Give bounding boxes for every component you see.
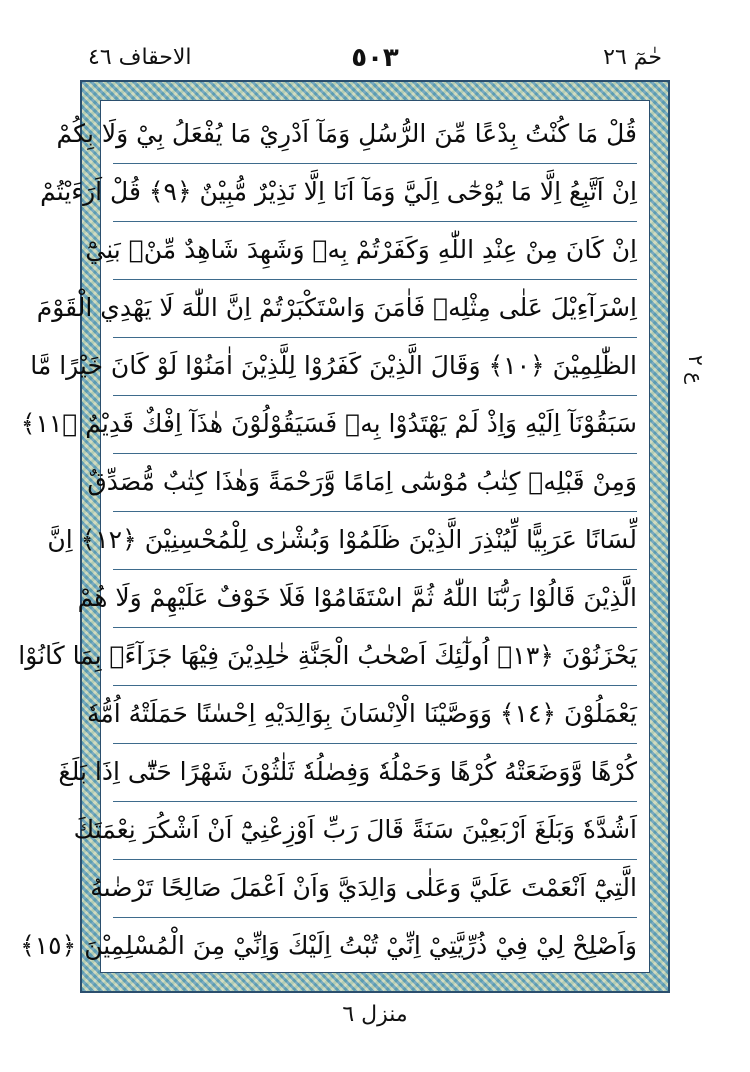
page-header [80, 36, 670, 80]
verse-line-4: اِسْرَآءِيْلَ عَلٰى مِثْلِهٖ فَاٰمَنَ وَاسْتَكْبَرْتُمْ اِنَّ اللّٰهَ لَا يَهْدِي الْقَوْمَ [113, 279, 637, 338]
surah-label: الاحقاف ٤٦ [88, 45, 192, 70]
verse-line-3: اِنْ كَانَ مِنْ عِنْدِ اللّٰهِ وَكَفَرْتُمْ بِهٖ وَشَهِدَ شَاهِدٌ مِّنْۢ بَنِيْٓ [113, 221, 637, 280]
page-number: ٥٠٣ [351, 43, 399, 73]
verse-line-10: يَحْزَنُوْنَ ﴿١٣﴾ اُولٰٓئِكَ اَصْحٰبُ الْجَنَّةِ خٰلِدِيْنَ فِيْهَا جَزَآءًۢ بِمَا كَانُوْا [113, 627, 637, 686]
verse-line-8: لِّسَانًا عَرَبِيًّا لِّيُنْذِرَ الَّذِيْنَ ظَلَمُوْا وَبُشْرٰى لِلْمُحْسِنِيْنَ ﴿١٢﴾ اِنَّ [113, 511, 637, 570]
verse-line-7: وَمِنْ قَبْلِهٖ كِتٰبُ مُوْسٰٓى اِمَامًا وَّرَحْمَةً وَهٰذَا كِتٰبٌ مُّصَدِّقٌ [113, 453, 637, 512]
verse-line-6: سَبَقُوْنَآ اِلَيْهِ وَاِذْ لَمْ يَهْتَدُوْا بِهٖ فَسَيَقُوْلُوْنَ هٰذَآ اِفْكٌ قَدِيْمٌ ﴿١١﴾ [113, 395, 637, 454]
verse-line-9: الَّذِيْنَ قَالُوْا رَبُّنَا اللّٰهُ ثُمَّ اسْتَقَامُوْا فَلَا خَوْفٌ عَلَيْهِمْ وَلَا هُمْ [113, 569, 637, 628]
ruku-marker: ع ٢ [684, 355, 708, 385]
ornamental-border [18, 80, 670, 993]
verse-line-15: وَاَصْلِحْ لِيْ فِيْ ذُرِّيَّتِيْ اِنِّيْ تُبْتُ اِلَيْكَ وَاِنِّيْ مِنَ الْمُسْلِمِيْنَ ﴿١٥﴾ [20, 931, 637, 960]
juz-label: حٰمٓ ٢٦ [603, 45, 662, 70]
verse-line-12: كُرْهًا وَّوَضَعَتْهُ كُرْهًا وَحَمْلُهٗ وَفِصٰلُهٗ ثَلٰثُوْنَ شَهْرًا حَتّٰٓى اِذَا بَلَغَ [113, 743, 637, 802]
verse-line-11: يَعْمَلُوْنَ ﴿١٤﴾ وَوَصَّيْنَا الْاِنْسَانَ بِوَالِدَيْهِ اِحْسٰنًا حَمَلَتْهُ اُمُّهٗ [113, 685, 637, 744]
verse-line-1: قُلْ مَا كُنْتُ بِدْعًا مِّنَ الرُّسُلِ وَمَآ اَدْرِيْ مَا يُفْعَلُ بِيْ وَلَا بِكُمْ [113, 105, 637, 164]
verse-line-14: الَّتِيْٓ اَنْعَمْتَ عَلَيَّ وَعَلٰى وَالِدَيَّ وَاَنْ اَعْمَلَ صَالِحًا تَرْضٰىهُ [113, 859, 637, 918]
verse-line-5: الظّٰلِمِيْنَ ﴿١٠﴾ وَقَالَ الَّذِيْنَ كَفَرُوْا لِلَّذِيْنَ اٰمَنُوْا لَوْ كَانَ خَيْرًا مَّا [113, 337, 637, 396]
verse-line-2: اِنْ اَتَّبِعُ اِلَّا مَا يُوْحٰٓى اِلَيَّ وَمَآ اَنَا اِلَّا نَذِيْرٌ مُّبِيْنٌ ﴿٩﴾ قُلْ اَرَءَيْتُمْ [113, 163, 637, 222]
verse-line-13: اَشُدَّهٗ وَبَلَغَ اَرْبَعِيْنَ سَنَةً قَالَ رَبِّ اَوْزِعْنِيْٓ اَنْ اَشْكُرَ نِعْمَتَكَ [113, 801, 637, 860]
manzil-footer: منزل ٦ [342, 1002, 408, 1027]
verse-text-panel [18, 100, 650, 973]
